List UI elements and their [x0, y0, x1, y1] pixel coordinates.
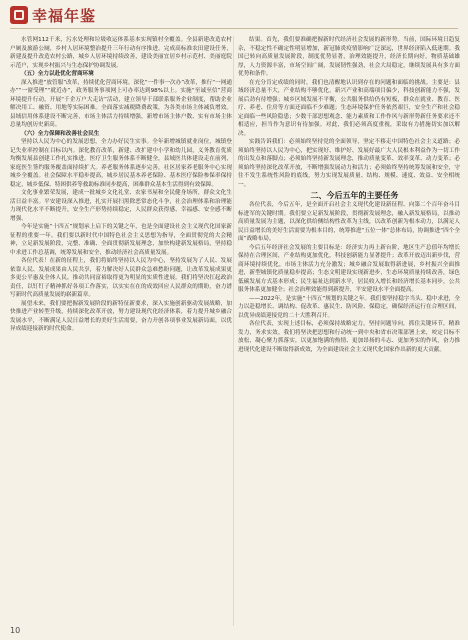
left-column — [10, 36, 232, 626]
subsection-heading: （五）全力以赴优化营商环境 — [21, 71, 94, 77]
body-paragraph: 今后五年经济社会发展的主要目标是：经济实力再上新台阶，地区生产总值年均增长保持在合理区间，产业结构更加优化，科技创新能力显著提升；改革开放迈出新步伐，营商环境持续优化，市场主体活力充分激发；城乡融合发展取得新进展，乡村振兴全面推进，新型城镇化质量稳步提高；生态文明建设实现新进步，生态环境质量持续改善，绿色低碳发展方式基本形成；民生福祉达到新水平，居民收入增长和经济增长基本同步，公共服务体系更加健全；社会治理效能得到新提升，平安建设水平全面提高。 — [238, 244, 460, 293]
body-paragraph: 实践告诉我们：必须始终坚持党的全面领导，坚定不移走中国特色社会主义道路；必须始终坚持以人民为中心，把实现好、维护好、发展好最广大人民根本利益作为一切工作的出发点和落脚点；必须始终坚持新发展理念，推动质量变革、效率变革、动力变革；必须始终坚持深化改革开放，不断增强发展动力和活力；必须始终坚持统筹发展和安全，守住不发生系统性风险的底线，努力实现发展质量、结构、规模、速度、效益、安全相统一。 — [238, 139, 460, 188]
body-paragraph: 各位代表，实现上述目标，必须保持战略定力，坚持问题导向，抓住关键环节，精准发力，务求实效。我们将坚决把思想和行动统一到中央和省市决策部署上来，咬定目标不放松，凝心聚力抓落实，以更加饱满的热情、更加昂扬的斗志、更加务实的作风，奋力推进现代化建设不断取得新成效，为全面建设社会主义现代化国家作出新的更大贡献。 — [238, 321, 460, 353]
section-heading: 二、今后五年的主要任务 — [310, 190, 399, 200]
body-paragraph: ——2022年，是实施“十四五”规划的关键之年。我们要坚持稳字当头、稳中求进，全力以赴稳增长、调结构、促改革、惠民生、防风险、保稳定，确保经济运行在合理区间，以优异成绩迎接党的二十大胜利召开。 — [238, 295, 460, 319]
logo-icon — [10, 6, 28, 24]
column-divider — [233, 36, 234, 626]
body-paragraph: 各位代表，今后五年，是全面开启社会主义现代化建设新征程、向第二个百年奋斗目标进军的关键时期。我们要立足新发展阶段，贯彻新发展理念，融入新发展格局，以推动高质量发展为主题，以深化供给侧结构性改革为主线，以改革创新为根本动力，以满足人民日益增长的美好生活需要为根本目的，统筹推进“五位一体”总体布局，协调推进“四个全面”战略布局。 — [238, 202, 460, 242]
body-paragraph: 文化事业繁荣发展，建成一批城乡文化礼堂、农家书屋和全民健身场所，群众文化生活日益丰富。平安建设深入推进，扎实开展扫黑除恶常态化斗争，社会治理体系和治理能力现代化水平不断提升，安全生产形势持续稳定，人民群众获得感、幸福感、安全感不断增强。 — [10, 190, 232, 222]
right-column — [238, 36, 460, 626]
body-paragraph: 结果。首先，我们要准确把握新时代经济社会发展的新形势。当前，国际环境日趋复杂，不稳定性不确定性明显增加，新冠肺炎疫情影响广泛深远，世界经济陷入低迷期。我国已转向高质量发展阶段，制度优势显著，治理效能提升，经济长期向好，物质基础雄厚，人力资源丰富，市场空间广阔，发展韧性强劲，社会大局稳定，继续发展具有多方面优势和条件。 — [238, 37, 460, 77]
page-number: 10 — [10, 626, 21, 635]
publication-logo-text: 幸福年鉴 — [32, 7, 97, 25]
body-paragraph: 展望未来，我们要把握新发展阶段的新特征新要求，深入实施创新驱动发展战略，加快推进产业转型升级，持续深化改革开放，努力建设现代化经济体系，着力提升城乡融合发展水平，不断满足人民日益增长的美好生活需要，奋力开创各项事业发展新局面，以优异成绩迎接新的时代使命。 — [10, 300, 232, 332]
body-paragraph: 在充分肯定成绩的同时，我们也清醒地认识到存在的问题和面临的挑战。主要是：县域经济总量不大，产业结构不够优化，新兴产业和高端项目偏少，科技创新能力不强，发展后劲有待增强；城乡区域发展不平衡，公共服务供给仍有短板，群众在就业、教育、医疗、养老、住房等方面还面临不少难题；生态环境保护任务依然艰巨，安全生产和社会稳定面临一些风险隐患；少数干部思想观念、能力素质和工作作风与新形势新任务要求还不相适应，担当作为意识有待加强。对此，我们必须高度重视，采取有力措施切实加以解决。 — [238, 79, 460, 137]
body-paragraph: 各位代表！在新的征程上，我们将始终坚持以人民为中心，坚持发展为了人民、发展依靠人民、发展成果由人民共享，着力解决好人民群众急难愁盼问题，让改革发展成果更多更公平惠及全体人民，推动共同富裕取得更为明显的实质性进展。我们将坚决扛起政治责任，以钉钉子精神抓好各项工作落实，以实实在在的成效回应人民群众的期盼，奋力谱写新时代高质量发展的崭新篇章。 — [10, 258, 232, 298]
body-paragraph: 深入推进“放管服”改革，持续优化营商环境。深化“一件事一次办”改革，推行“一网通办”“一窗受理”“就近办”，政务服务事项网上可办率达到98%以上。实施“至诚至信”营商环境提升行动，开展“千企万户大走访”活动，建立领导干部联系服务企业制度，帮助企业解决用工、融资、用地等实际困难。全面落实减税降费政策，为各类市场主体减负增效。县域信用体系建设不断完善，市场主体活力持续增强，新增市场主体户数、实有市场主体总量均创历史新高。 — [10, 79, 232, 128]
subsection-heading: （六）全力保障和改善社会民生 — [21, 130, 100, 137]
page-header — [0, 0, 468, 30]
body-paragraph: 今年是实施“十四五”规划承上启下的关键之年，也是全面建设社会主义现代化国家新征程的重要一年。我们要以新时代中国特色社会主义思想为指导，全面贯彻党的大会精神，立足新发展阶段，完整、准确、全面贯彻新发展理念，加快构建新发展格局，坚持稳中求进工作总基调，统筹发展和安全，推动经济社会高质量发展。 — [10, 224, 232, 256]
body-paragraph: 水管网112千米，污水处理和垃圾收运体系基本实现镇村全覆盖。全县新建改造农村户厕及旅游公厕，乡村人居环境整治提升三年行动有序推进。完成高标准农田建设任务，新建及提升改造农村公路，城乡人居环境持续改善，建设美丽宜居乡村示范村、美丽庭院示范户，实现乡村振兴与生态保护协调发展。 — [10, 37, 232, 69]
header-rule — [10, 28, 458, 29]
body-paragraph: 坚持以人民为中心的发展思想，全力办好民生实事。全年新增城镇就业岗位，城镇登记失业率控制在目标以内。深化教育改革，新建、改扩建中小学和幼儿园，义务教育优质均衡发展县创建工作扎实推进。医疗卫生服务体系不断健全，县域医共体建设走在前列，家庭医生签约服务覆盖面持续扩大。养老服务体系逐步完善，社区居家养老服务中心实现城乡全覆盖。社会保障水平稳步提高，城乡居民基本养老保险、基本医疗保险参保率保持稳定，城乡低保、特困供养等救助标准同步提高，困难群众基本生活得到有效保障。 — [10, 139, 232, 188]
